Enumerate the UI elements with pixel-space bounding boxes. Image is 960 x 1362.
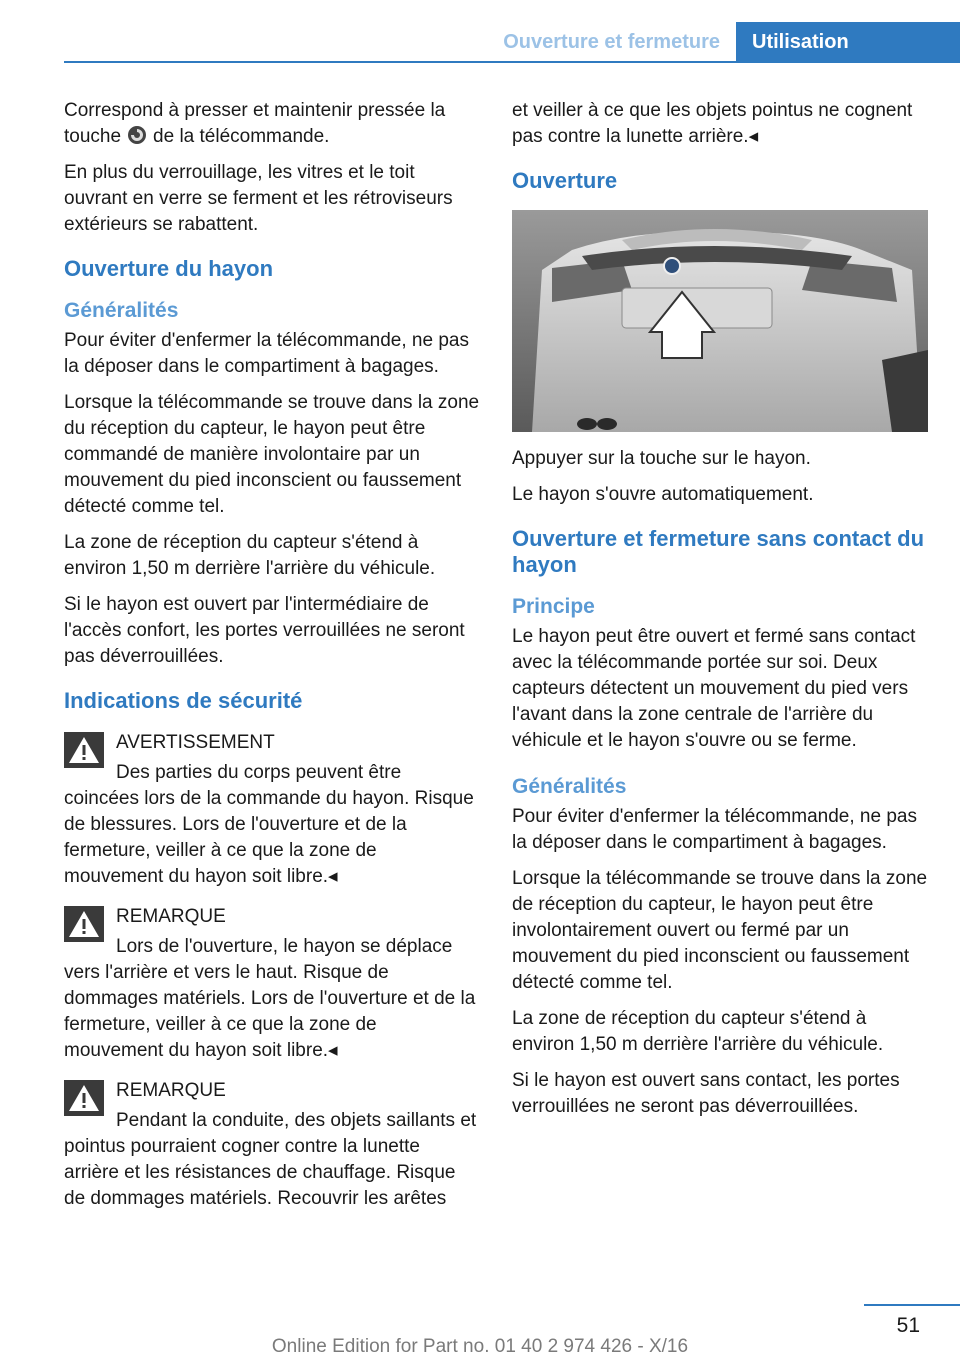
heading-ouverture-hayon: Ouverture du hayon xyxy=(64,256,274,281)
heading-generalites: Généralités xyxy=(64,299,179,322)
warning-triangle-icon xyxy=(64,1080,104,1116)
car-rear-tailgate-image xyxy=(512,210,928,432)
notice-title: REMARQUE xyxy=(116,1080,226,1101)
paragraph: et veiller à ce que les objets pointus ne cognent pas contre la lunette arrière.◂ xyxy=(512,100,913,147)
paragraph: Correspond à presser et maintenir pressée la touche de la télécommande. xyxy=(64,100,446,147)
notice-block xyxy=(64,1078,480,1212)
heading-indications-securite: Indications de sécurité xyxy=(64,688,303,713)
paragraph: En plus du verrouillage, les vitres et le toit ouvrant en verre se ferment et les rétroviseurs extérieurs se rabattent. xyxy=(64,162,453,235)
paragraph: Pour éviter d'enfermer la télécommande, ne pas la déposer dans le compartiment à bagages. xyxy=(512,806,917,853)
footer-rule xyxy=(864,1304,960,1306)
heading-sans-contact: Ouverture et fermeture sans contact du hayon xyxy=(512,526,925,577)
warning-text: Des parties du corps peuvent être coincées lors de la commande du hayon. Risque de blessures. Lors de l'ouverture et de la fermeture, veiller à ce que la zone de mouvement du hayon soit libre.◂ xyxy=(64,762,474,887)
paragraph: Le hayon peut être ouvert et fermé sans contact avec la télécommande portée sur soi. Deux capteurs détectent un mouvement du pied vers l'avant dans la zone centrale de l'arrière du véhicule et le hayon s'ouvre ou se ferme. xyxy=(512,626,916,751)
remote-key-button-icon xyxy=(127,125,147,145)
paragraph: Si le hayon est ouvert par l'intermédiaire de l'accès confort, les portes verrouillées ne seront pas déverrouillées. xyxy=(64,594,465,667)
header-section-title: Ouverture et fermeture xyxy=(503,31,720,53)
warning-title: AVERTISSEMENT xyxy=(116,732,275,753)
edition-footer: Online Edition for Part no. 01 40 2 974 426 - X/16 xyxy=(271,1336,689,1357)
right-column xyxy=(512,98,928,1130)
paragraph: Appuyer sur la touche sur le hayon. xyxy=(512,448,811,469)
paragraph: Lorsque la télécommande se trouve dans la zone du réception du capteur, le hayon peut être commandé de manière involontaire par un mouvement du pied inconscient ou faussement détecté comme tel. xyxy=(64,392,480,517)
warning-block xyxy=(64,730,480,890)
notice-title: REMARQUE xyxy=(116,906,226,927)
heading-principe: Principe xyxy=(512,595,595,618)
heading-ouverture: Ouverture xyxy=(512,168,618,193)
warning-triangle-icon xyxy=(64,732,104,768)
notice-text: Pendant la conduite, des objets saillants et pointus pourraient cogner contre la lunette arrière et les résistances de chauffage. Risque de dommages matériels. Recouvrir les arêtes xyxy=(64,1110,477,1209)
header-chapter-tab: Utilisation xyxy=(736,22,960,62)
paragraph: Le hayon s'ouvre automatiquement. xyxy=(512,484,814,505)
paragraph: Si le hayon est ouvert sans contact, les portes verrouillées ne seront pas déverrouillées. xyxy=(512,1070,900,1117)
heading-generalites: Généralités xyxy=(512,775,627,798)
notice-block xyxy=(64,904,480,1064)
left-column xyxy=(64,98,480,1226)
paragraph: Lorsque la télécommande se trouve dans la zone de réception du capteur, le hayon peut être involontairement ouvert ou fermé par un mouvement du pied inconscient ou faussement détecté comme tel. xyxy=(512,868,928,993)
paragraph: Pour éviter d'enfermer la télécommande, ne pas la déposer dans le compartiment à bagages. xyxy=(64,330,469,377)
warning-triangle-icon xyxy=(64,906,104,942)
paragraph: La zone de réception du capteur s'étend à environ 1,50 m derrière l'arrière du véhicule. xyxy=(64,532,436,579)
paragraph: La zone de réception du capteur s'étend à environ 1,50 m derrière l'arrière du véhicule. xyxy=(512,1008,884,1055)
notice-text: Lors de l'ouverture, le hayon se déplace vers l'arrière et vers le haut. Risque de dommages matériels. Lors de l'ouverture et de la fermeture, veiller à ce que la zone de mouvement du hayon soit libre.◂ xyxy=(64,936,476,1061)
header-rule xyxy=(64,61,960,63)
page-number: 51 xyxy=(896,1314,920,1337)
